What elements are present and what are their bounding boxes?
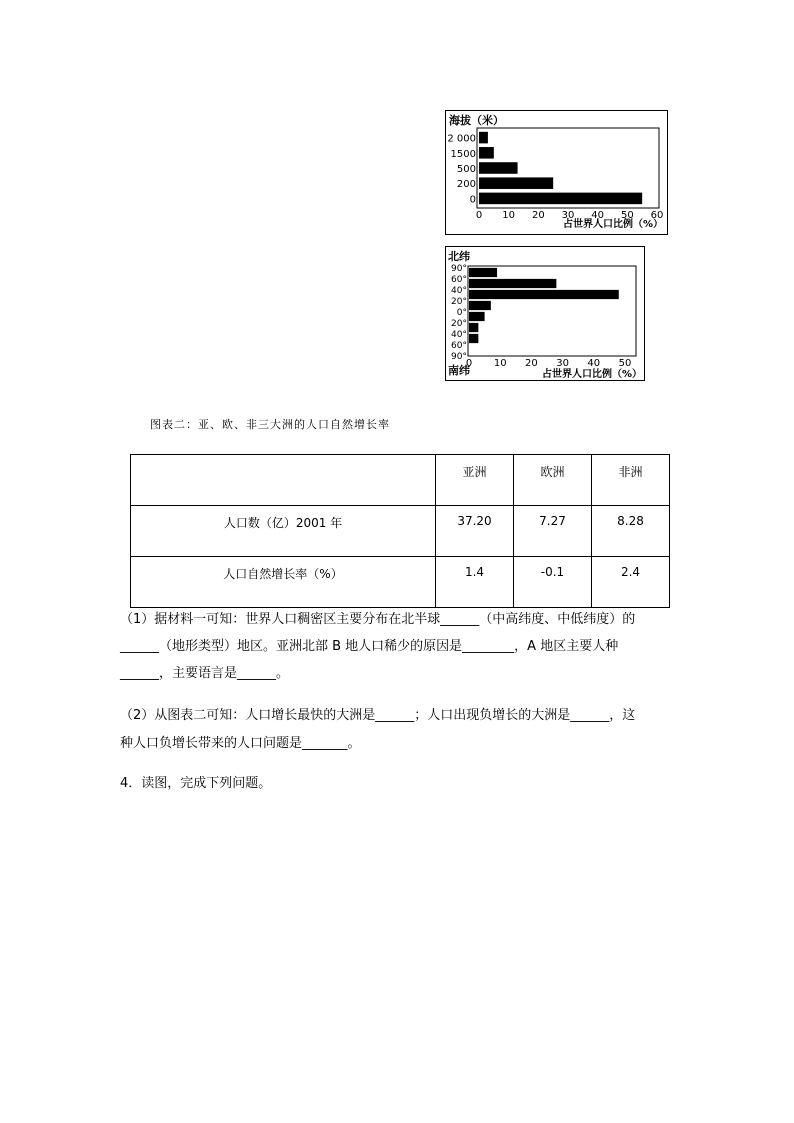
latitude-chart — [445, 246, 645, 381]
x-tick-label: 0 — [465, 358, 473, 369]
y-tick-label: 60° — [451, 275, 467, 285]
y-tick-label: 90° — [451, 352, 467, 362]
x-tick-label: 20 — [531, 210, 545, 221]
x-tick-label: 10 — [502, 210, 516, 221]
y-tick-label: 90° — [451, 264, 467, 274]
bar — [469, 323, 478, 332]
table-row — [131, 506, 670, 557]
bar — [469, 334, 478, 343]
table-cell: 1.4 — [436, 557, 514, 608]
bar — [479, 132, 488, 144]
table-cell: -0.1 — [514, 557, 592, 608]
table-cell: 人口自然增长率（%） — [131, 557, 436, 608]
table-caption: 图表二：亚、欧、非三大洲的人口自然增长率 — [150, 418, 390, 431]
bar — [469, 290, 619, 299]
x-tick-label: 50 — [618, 358, 632, 369]
altitude-chart-svg — [446, 111, 667, 234]
altitude-chart — [445, 110, 668, 235]
table-header-cell — [131, 455, 436, 506]
x-tick-label: 60 — [650, 210, 664, 221]
y-tick-label: 40° — [451, 286, 467, 296]
bar — [469, 312, 485, 321]
question-1-line-3: ______，主要语言是______。 — [120, 666, 290, 681]
table-cell: 7.27 — [514, 506, 592, 557]
table-header-cell: 非洲 — [592, 455, 670, 506]
question-4: 4．读图，完成下列问题。 — [120, 776, 272, 791]
table-cell: 2.4 — [592, 557, 670, 608]
table-cell: 人口数（亿）2001 年 — [131, 506, 436, 557]
population-table — [130, 454, 670, 608]
table-header-row — [131, 455, 670, 506]
y-tick-label: 20° — [451, 319, 467, 329]
latitude-chart-svg — [446, 247, 644, 380]
y-tick-label: 0 — [469, 194, 476, 206]
question-2-line-2: 种人口负增长带来的人口问题是_______。 — [120, 736, 361, 751]
bar — [469, 279, 556, 288]
bar — [479, 193, 642, 205]
table-header-cell: 欧洲 — [514, 455, 592, 506]
bar — [479, 177, 553, 189]
table-cell: 37.20 — [436, 506, 514, 557]
x-axis-label: 占世界人口比例（%） — [562, 219, 663, 230]
y-tick-label: 500 — [456, 164, 476, 175]
y-tick-label: 0° — [456, 308, 467, 318]
y-tick-label: 40° — [451, 330, 467, 340]
question-1-line-1: （1）据材料一可知：世界人口稠密区主要分布在北半球______（中高纬度、中低纬度）的 — [120, 612, 636, 627]
y-tick-label: 2 000 — [447, 133, 476, 145]
bar — [469, 301, 491, 310]
x-tick-label: 50 — [620, 210, 634, 221]
x-tick-label: 40 — [591, 210, 605, 221]
table-cell: 8.28 — [592, 506, 670, 557]
y-tick-label: 20° — [451, 297, 467, 307]
latitude-chart-title: 北纬 — [448, 250, 470, 263]
bar — [479, 147, 494, 159]
question-1-line-2: ______（地形类型）地区。亚洲北部 B 地人口稀少的原因是________，A 地区主要人种 — [120, 639, 619, 654]
altitude-chart-title: 海拔（米） — [449, 114, 504, 127]
bar — [479, 162, 518, 174]
x-tick-label: 30 — [556, 358, 569, 369]
bar — [469, 268, 497, 277]
table-row — [131, 557, 670, 608]
x-tick-label: 0 — [475, 210, 483, 221]
y-tick-label: 1500 — [450, 148, 476, 160]
latitude-chart-south-label: 南纬 — [448, 364, 470, 377]
x-tick-label: 40 — [587, 358, 601, 369]
table-header-cell: 亚洲 — [436, 455, 514, 506]
x-axis-label: 占世界人口比例（%） — [541, 369, 642, 380]
y-tick-label: 60° — [451, 341, 467, 351]
question-2-line-1: （2）从图表二可知：人口增长最快的大洲是______；人口出现负增长的大洲是______，这 — [120, 708, 636, 723]
y-tick-label: 200 — [456, 179, 476, 191]
x-tick-label: 30 — [561, 210, 575, 221]
x-tick-label: 20 — [525, 358, 538, 369]
x-tick-label: 10 — [493, 358, 507, 369]
